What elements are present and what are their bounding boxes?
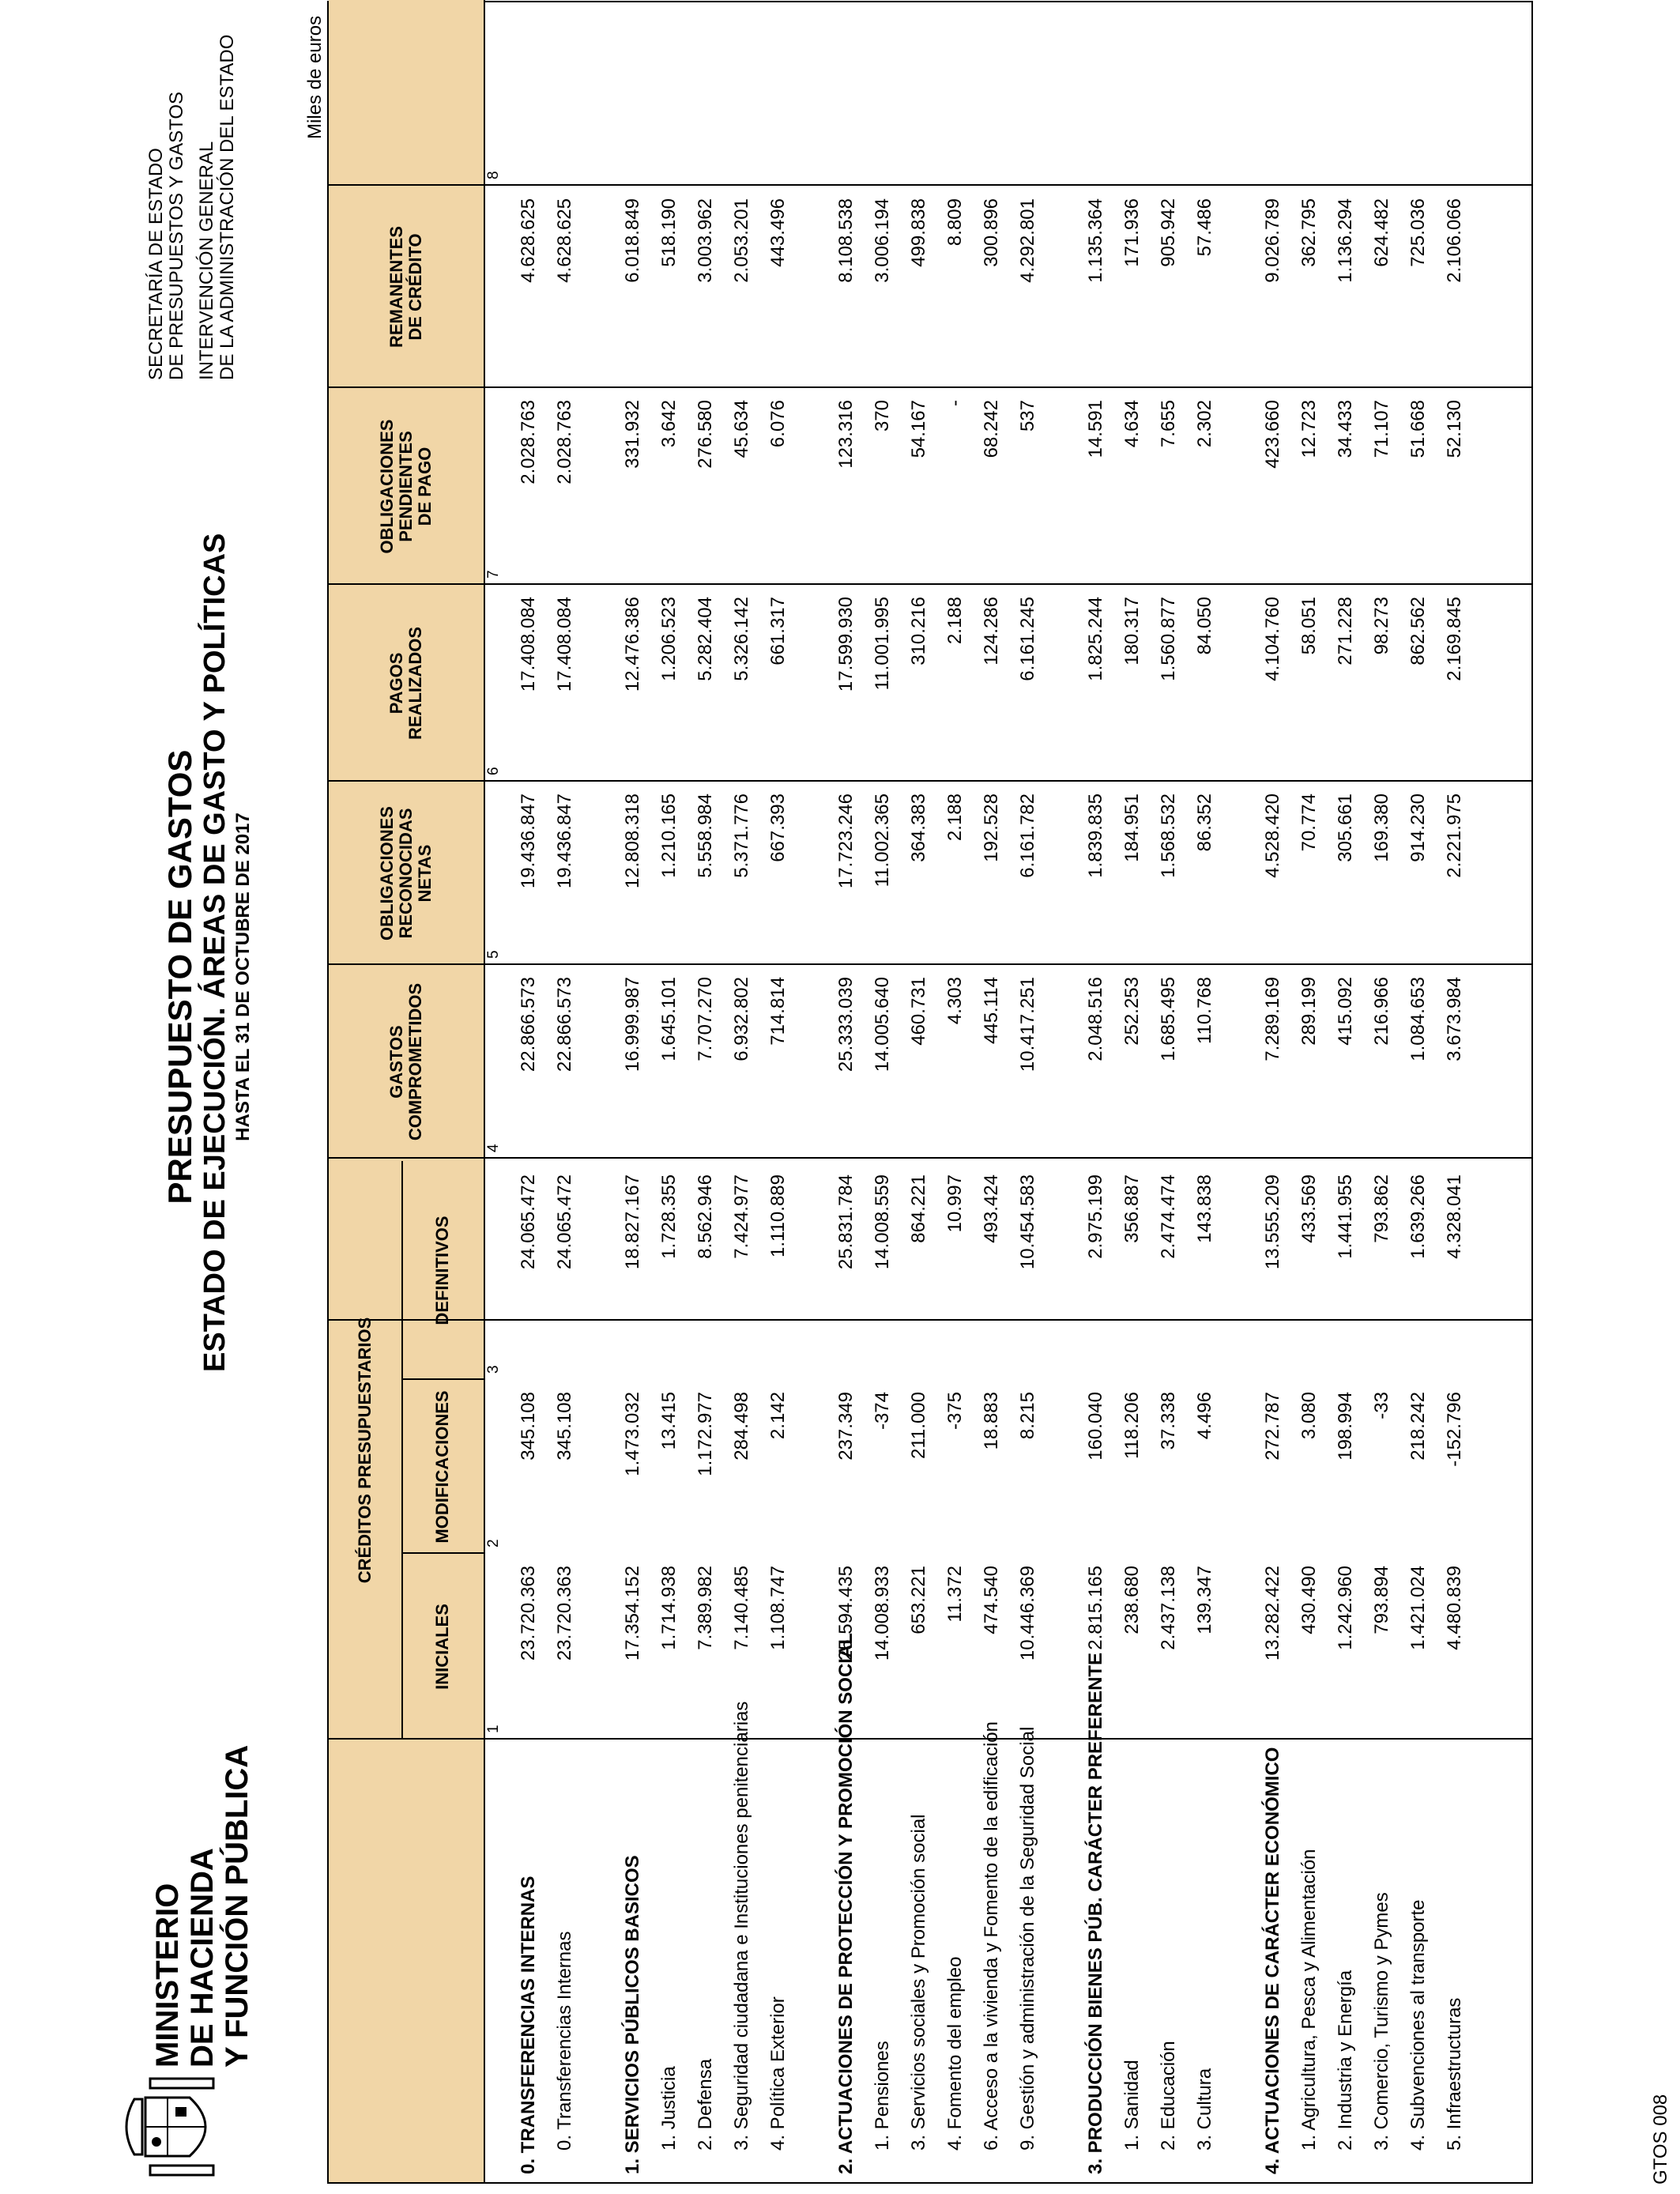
table-row [1437, 0, 1473, 2182]
cell-value: 3.003.962 [695, 198, 716, 283]
cell-value: 2.142 [767, 1392, 789, 1440]
table-group-row [828, 0, 864, 2182]
cell-value: 443.496 [767, 198, 789, 267]
cell-value: 52.130 [1444, 400, 1465, 458]
table-row [547, 0, 583, 2182]
cell-value: 345.108 [518, 1392, 539, 1461]
cell-value: 2.221.975 [1444, 794, 1465, 878]
cell-value: 34.433 [1335, 400, 1356, 458]
row-label: 6. Acceso a la vivienda y Fomento de la edificación [981, 1721, 1002, 2151]
cell-value: 460.731 [908, 977, 929, 1046]
cell-value: 653.221 [908, 1566, 929, 1634]
cell-value: 184.951 [1121, 794, 1143, 862]
column-number: 5 [485, 950, 502, 959]
intervencion-line: INTERVENCIÓN GENERAL [196, 141, 217, 380]
cell-value: 8.809 [944, 198, 966, 247]
row-label: 3. Cultura [1194, 2068, 1215, 2151]
cell-value: 1.108.747 [767, 1566, 789, 1650]
cell-value: 211.000 [908, 1392, 929, 1459]
cell-value: 171.936 [1121, 198, 1143, 267]
footer-code: GTOS 008 [1650, 2094, 1671, 2185]
cell-value: 1.839.835 [1085, 794, 1106, 878]
cell-value: 8.108.538 [835, 198, 857, 283]
row-label: 2. Defensa [695, 2058, 716, 2151]
cell-value: 2.028.763 [554, 400, 575, 484]
table-row [760, 0, 797, 2182]
cell-value: 139.347 [1194, 1566, 1215, 1634]
cell-value: 17.408.084 [518, 597, 539, 692]
cell-value: 6.932.802 [731, 977, 752, 1061]
cell-value: 2.048.516 [1085, 977, 1106, 1061]
cell-value: 364.383 [908, 794, 929, 862]
header-remanentes: REMANENTES DE CRÉDITO [386, 226, 425, 349]
cell-value: 4.303 [944, 977, 966, 1025]
cell-value: 14.005.640 [872, 977, 893, 1072]
title-line-1: PRESUPUESTO DE GASTOS [161, 749, 198, 1204]
cell-value: 6.076 [767, 400, 789, 448]
cell-value: 2.188 [944, 794, 966, 842]
header-definitivos: DEFINITIVOS [432, 1216, 452, 1325]
cell-value: 272.787 [1262, 1392, 1283, 1461]
header-modificaciones: MODIFICACIONES [432, 1390, 452, 1544]
cell-value: 98.273 [1371, 597, 1392, 655]
cell-value: 57.486 [1194, 198, 1215, 257]
row-label: 9. Gestión y administración de la Seguridad Social [1017, 1726, 1038, 2151]
cell-value: 11.002.365 [872, 794, 893, 888]
cell-value: 6.161.782 [1017, 794, 1038, 878]
cell-value: 192.528 [981, 794, 1002, 862]
group-label: 1. SERVICIOS PÚBLICOS BASICOS [622, 1855, 643, 2174]
row-label: 1. Sanidad [1121, 2060, 1143, 2151]
cell-value: 84.050 [1194, 597, 1215, 655]
cell-value: 1.714.938 [658, 1566, 680, 1650]
cell-value: 310.216 [908, 597, 929, 665]
secretaria-line: SECRETARÍA DE ESTADO [145, 148, 167, 380]
cell-value: 54.167 [908, 400, 929, 458]
row-label: 3. Servicios sociales y Promoción social [908, 1814, 929, 2151]
cell-value: 11.001.995 [872, 597, 893, 691]
table-row [1114, 0, 1151, 2182]
cell-value: 86.352 [1194, 794, 1215, 852]
cell-value: 12.808.318 [622, 794, 643, 889]
row-label: 1. Pensiones [872, 2041, 893, 2151]
cell-value: 9.026.789 [1262, 198, 1283, 283]
cell-value: 862.562 [1407, 597, 1429, 665]
cell-value: 45.634 [731, 400, 752, 458]
table-row [1291, 0, 1328, 2182]
cell-value: 1.242.960 [1335, 1566, 1356, 1650]
cell-value: 667.393 [767, 794, 789, 862]
group-label: 3. PRODUCCIÓN BIENES PÚB. CARÁCTER PREFERENTE [1085, 1652, 1106, 2174]
cell-value: 58.051 [1298, 597, 1320, 655]
cell-value: 905.942 [1158, 198, 1179, 267]
secretaria-line: DE PRESUPUESTOS Y GASTOS [166, 91, 187, 380]
cell-value: 362.795 [1298, 198, 1320, 267]
cell-value: 1.685.495 [1158, 977, 1179, 1061]
cell-value: 8.562.946 [695, 1174, 716, 1259]
cell-value: 2.028.763 [518, 400, 539, 484]
cell-value: 624.482 [1371, 198, 1392, 267]
table-row [974, 0, 1010, 2182]
execution-table [327, 1, 1533, 2184]
cell-value: 23.720.363 [554, 1566, 575, 1661]
cell-value: 24.065.472 [554, 1174, 575, 1270]
cell-value: 22.866.573 [518, 977, 539, 1072]
cell-value: 1.084.653 [1407, 977, 1429, 1061]
cell-value: 14.008.933 [872, 1566, 893, 1661]
units-label: Miles de euros [304, 15, 326, 139]
cell-value: 19.436.847 [518, 794, 539, 889]
cell-value: 17.723.246 [835, 794, 857, 889]
column-number: 4 [485, 1144, 502, 1152]
cell-value: 237.349 [835, 1392, 857, 1461]
cell-value: -375 [944, 1392, 966, 1431]
cell-value: 2.106.066 [1444, 198, 1465, 283]
cell-value: 10.417.251 [1017, 977, 1038, 1072]
table-row [864, 0, 901, 2182]
cell-value: 1.441.955 [1335, 1174, 1356, 1259]
cell-value: 5.558.984 [695, 794, 716, 878]
cell-value: 3.642 [658, 400, 680, 448]
column-number: 2 [485, 1539, 502, 1547]
cell-value: 7.140.485 [731, 1566, 752, 1650]
cell-value: 1.210.165 [658, 794, 680, 878]
cell-value: 22.866.573 [554, 977, 575, 1072]
cell-value: 4.634 [1121, 400, 1143, 448]
cell-value: 17.354.152 [622, 1566, 643, 1661]
cell-value: 1.645.101 [658, 977, 680, 1061]
cell-value: 2.053.201 [731, 198, 752, 283]
row-label: 1. Agricultura, Pesca y Alimentación [1298, 1849, 1320, 2151]
ministry-line: DE HACIENDA [185, 1848, 220, 2068]
cell-value: 2.188 [944, 597, 966, 645]
report-title [161, 533, 255, 1372]
cell-value: 70.774 [1298, 794, 1320, 852]
cell-value: 300.896 [981, 198, 1002, 267]
cell-value: 12.723 [1298, 400, 1320, 458]
cell-value: 71.107 [1371, 400, 1392, 458]
cell-value: 13.555.209 [1262, 1174, 1283, 1270]
cell-value: 276.580 [695, 400, 716, 469]
cell-value: 3.673.984 [1444, 977, 1465, 1061]
cell-value: 198.994 [1335, 1392, 1356, 1461]
cell-value: 289.199 [1298, 977, 1320, 1046]
cell-value: 4.628.625 [518, 198, 539, 283]
cell-value: -152.796 [1444, 1392, 1465, 1467]
cell-value: 14.591 [1085, 400, 1106, 458]
cell-value: 714.814 [767, 977, 789, 1046]
cell-value: 10.446.369 [1017, 1566, 1038, 1661]
table-row [937, 0, 974, 2182]
cell-value: 4.480.839 [1444, 1566, 1465, 1650]
cell-value: 3.080 [1298, 1392, 1320, 1440]
cell-value: 14.008.559 [872, 1174, 893, 1270]
cell-value: 6.161.245 [1017, 597, 1038, 681]
cell-value: 499.838 [908, 198, 929, 267]
cell-value: 2.474.474 [1158, 1174, 1179, 1259]
ministry-line: Y FUNCIÓN PÚBLICA [220, 1744, 254, 2068]
cell-value: 661.317 [767, 597, 789, 665]
coat-of-arms-icon [119, 2075, 229, 2178]
cell-value: 1.560.877 [1158, 597, 1179, 681]
cell-value: 123.316 [835, 400, 857, 469]
cell-value: 25.333.039 [835, 977, 857, 1072]
row-label: 4. Subvenciones al transporte [1407, 1899, 1429, 2151]
cell-value: 11.372 [944, 1566, 966, 1623]
cell-value: 423.660 [1262, 400, 1283, 469]
cell-value: 216.966 [1371, 977, 1392, 1046]
row-label: 2. Industria y Energía [1335, 1970, 1356, 2151]
cell-value: 160.040 [1085, 1392, 1106, 1461]
cell-value: 2.302 [1194, 400, 1215, 448]
ministry-line: MINISTERIO [150, 1883, 185, 2068]
header-pagos: PAGOS REALIZADOS [386, 627, 425, 740]
cell-value: 864.221 [908, 1174, 929, 1243]
cell-value: 1.825.244 [1085, 597, 1106, 681]
cell-value: 143.838 [1194, 1174, 1215, 1243]
cell-value: 7.707.270 [695, 977, 716, 1061]
column-number: 6 [485, 767, 502, 775]
cell-value: 10.997 [944, 1174, 966, 1233]
ministry-name [150, 1593, 254, 2068]
cell-value: 493.424 [981, 1174, 1002, 1243]
cell-value: 7.289.169 [1262, 977, 1283, 1061]
cell-value: 3.006.194 [872, 198, 893, 283]
cell-value: 305.661 [1335, 794, 1356, 862]
cell-value: 24.065.472 [518, 1174, 539, 1270]
cell-value: 8.215 [1017, 1392, 1038, 1440]
row-label: 5. Infraestructuras [1444, 1997, 1465, 2151]
cell-value: 430.490 [1298, 1566, 1320, 1634]
cell-value: 6.018.849 [622, 198, 643, 283]
cell-value: 4.628.625 [554, 198, 575, 283]
cell-value: 1.421.024 [1407, 1566, 1429, 1650]
cell-value: 37.338 [1158, 1392, 1179, 1450]
cell-value: 5.282.404 [695, 597, 716, 681]
cell-value: 10.454.583 [1017, 1174, 1038, 1270]
row-label: 3. Seguridad ciudadana e Instituciones penitenciarias [731, 1701, 752, 2151]
cell-value: 331.932 [622, 400, 643, 469]
cell-value: 2.815.165 [1085, 1566, 1106, 1650]
cell-value: 4.328.041 [1444, 1174, 1465, 1259]
table-row [1151, 0, 1187, 2182]
table-row [651, 0, 687, 2182]
cell-value: 4.292.801 [1017, 198, 1038, 283]
cell-value: 4.496 [1194, 1392, 1215, 1440]
group-label: 0. TRANSFERENCIAS INTERNAS [518, 1875, 539, 2174]
group-label: 4. ACTUACIONES DE CARÁCTER ECONÓMICO [1262, 1747, 1283, 2174]
cell-value: 284.498 [731, 1392, 752, 1461]
cell-value: 1.110.889 [767, 1174, 789, 1257]
group-label: 2. ACTUACIONES DE PROTECCIÓN Y PROMOCIÓN SOCIAL [835, 1633, 857, 2174]
title-line-2: ESTADO DE EJECUCIÓN. ÁREAS DE GASTO Y POLÍTICAS [198, 533, 232, 1372]
cell-value: 4.528.420 [1262, 794, 1283, 878]
cell-value: 18.883 [981, 1392, 1002, 1450]
cell-value: 19.436.847 [554, 794, 575, 889]
cell-value: 1.639.266 [1407, 1174, 1429, 1259]
cell-value: 7.389.982 [695, 1566, 716, 1650]
cell-value: 518.190 [658, 198, 680, 267]
cell-value: 537 [1017, 400, 1038, 432]
cell-value: 725.036 [1407, 198, 1429, 267]
cell-value: 25.594.435 [835, 1566, 857, 1661]
cell-value: 12.476.386 [622, 597, 643, 692]
row-label: 4. Política Exterior [767, 1996, 789, 2151]
column-number: 8 [485, 171, 502, 179]
cell-value: -374 [872, 1392, 893, 1431]
cell-value: 2.169.845 [1444, 597, 1465, 681]
header-iniciales: INICIALES [432, 1604, 452, 1690]
cell-value: 356.887 [1121, 1174, 1143, 1243]
table-row [1010, 0, 1046, 2182]
title-date: HASTA EL 31 DE OCTUBRE DE 2017 [232, 812, 254, 1141]
column-number: 7 [485, 570, 502, 579]
cell-value: 474.540 [981, 1566, 1002, 1634]
cell-value: 5.326.142 [731, 597, 752, 681]
cell-value: 118.206 [1121, 1392, 1143, 1459]
cell-value: 218.242 [1407, 1392, 1429, 1461]
row-label: 4. Fomento del empleo [944, 1956, 966, 2151]
cell-value: 1.136.294 [1335, 198, 1356, 283]
header-obligaciones: OBLIGACIONES RECONOCIDAS NETAS [377, 806, 435, 941]
cell-value: 793.862 [1371, 1174, 1392, 1243]
cell-value: 1.172.977 [695, 1392, 716, 1476]
cell-value: 1.728.355 [658, 1174, 680, 1259]
header-creditos: CRÉDITOS PRESUPUESTARIOS [355, 1317, 375, 1584]
cell-value: 7.655 [1158, 400, 1179, 448]
cell-value: 415.092 [1335, 977, 1356, 1046]
table-row [1187, 0, 1223, 2182]
column-number: 1 [485, 1725, 502, 1733]
table-row [1328, 0, 1364, 2182]
cell-value: 5.371.776 [731, 794, 752, 878]
table-row [1400, 0, 1437, 2182]
cell-value: 16.999.987 [622, 977, 643, 1072]
cell-value: 51.668 [1407, 400, 1429, 458]
table-row [687, 0, 724, 2182]
cell-value: - [944, 400, 966, 406]
cell-value: 1.135.364 [1085, 198, 1106, 283]
cell-value: 7.424.977 [731, 1174, 752, 1259]
row-label: 0. Transferencias Internas [554, 1931, 575, 2151]
row-label: 3. Comercio, Turismo y Pymes [1371, 1892, 1392, 2151]
table-row [1364, 0, 1400, 2182]
cell-value: 1.568.532 [1158, 794, 1179, 878]
cell-value: 345.108 [554, 1392, 575, 1461]
intervencion-line: DE LA ADMINISTRACIÓN DEL ESTADO [217, 34, 238, 380]
header-pendientes: OBLIGACIONES PENDIENTES DE PAGO [377, 419, 435, 554]
cell-value: 68.242 [981, 400, 1002, 458]
cell-value: 4.104.760 [1262, 597, 1283, 681]
header-comprometidos: GASTOS COMPROMETIDOS [386, 982, 425, 1141]
cell-value: 370 [872, 400, 893, 432]
cell-value: 110.768 [1194, 977, 1215, 1044]
row-label: 2. Educación [1158, 2041, 1179, 2151]
table-group-row [1078, 0, 1114, 2182]
cell-value: 124.286 [981, 597, 1002, 665]
cell-value: 17.599.930 [835, 597, 857, 692]
cell-value: -33 [1371, 1392, 1392, 1419]
cell-value: 793.894 [1371, 1566, 1392, 1634]
table-row [901, 0, 937, 2182]
cell-value: 13.415 [658, 1392, 680, 1450]
cell-value: 271.228 [1335, 597, 1356, 665]
cell-value: 238.680 [1121, 1566, 1143, 1634]
cell-value: 914.230 [1407, 794, 1429, 862]
row-label: 1. Justicia [658, 2066, 680, 2151]
table-row [724, 0, 760, 2182]
table-group-row [615, 0, 651, 2182]
cell-value: 445.114 [981, 977, 1002, 1044]
cell-value: 23.720.363 [518, 1566, 539, 1661]
cell-value: 25.831.784 [835, 1174, 857, 1270]
column-number: 3 [485, 1365, 502, 1374]
cell-value: 17.408.084 [554, 597, 575, 692]
cell-value: 13.282.422 [1262, 1566, 1283, 1661]
cell-value: 433.569 [1298, 1174, 1320, 1243]
table-group-row [1255, 0, 1291, 2182]
cell-value: 1.473.032 [622, 1392, 643, 1476]
table-group-row [510, 0, 547, 2182]
cell-value: 180.317 [1121, 597, 1143, 665]
cell-value: 18.827.167 [622, 1174, 643, 1270]
cell-value: 2.975.199 [1085, 1174, 1106, 1259]
cell-value: 169.380 [1371, 794, 1392, 862]
cell-value: 1.206.523 [658, 597, 680, 681]
secretaria-block [146, 1, 238, 380]
cell-value: 2.437.138 [1158, 1566, 1179, 1650]
cell-value: 252.253 [1121, 977, 1143, 1046]
